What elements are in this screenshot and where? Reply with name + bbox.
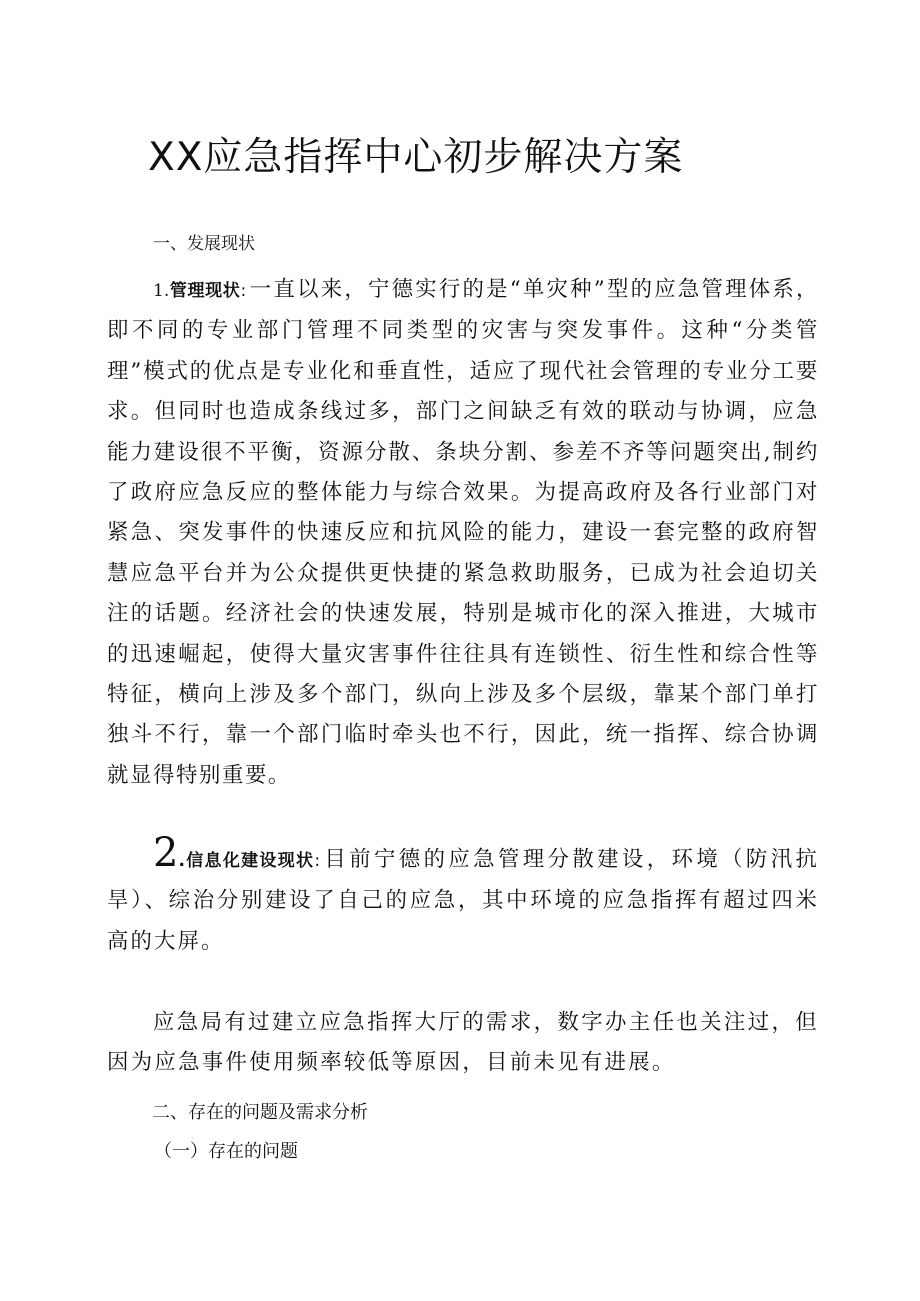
section-heading-development-status: 一、发展现状	[153, 234, 255, 254]
paragraph-lead: .信息化建设现状	[178, 851, 315, 871]
paragraph-body: 目前宁德的应急管理分散建设，环境（防汛抗旱）、综治分别建设了自己的应急，其中环境的应急指挥有超过四米高的大屏。	[107, 847, 819, 954]
paragraph-body: 一直以来，宁德实行的是“单灾种”型的应急管理体系，即不同的专业部门管理不同类型的灾害与突发事件。这种“分类管理”模式的优点是专业化和垂直性，适应了现代社会管理的专业分工要求。但同时也造成条线过多，部门之间缺乏有效的联动与协调，应急能力建设很不平衡，资源分散、条块分割、参差不齐等问题突出,制约了政府应急反应的整体能力与综合效果。为提高政府及各行业部门对紧急、突发事件的快速反应和抗风险的能力，建设一套完整的政府智慧应急平台并为公众提供更快捷的紧急救助服务，已成为社会迫切关注的话题。经济社会的快速发展，特别是城市化的深入推进，大城市的迅速崛起，使得大量灾害事件往往具有连锁性、衍生性和综合性等特征，横向上涉及多个部门，纵向上涉及多个层级，靠某个部门单打独斗不行，靠一个部门临时牵头也不行，因此，统一指挥、综合协调就显得特别重要。	[107, 277, 820, 788]
paragraph-emergency-bureau	[107, 1003, 819, 1084]
paragraph-number: 1.	[153, 281, 170, 301]
paragraph-informatization-status	[107, 830, 819, 962]
paragraph-body: 应急局有过建立应急指挥大厅的需求，数字办主任也关注过，但因为应急事件使用频率较低等原因，目前未见有进展。	[107, 1010, 819, 1076]
document-title: XX应急指挥中心初步解决方案	[148, 135, 684, 180]
paragraph-number: 2	[153, 830, 179, 876]
paragraph-management-status	[107, 270, 819, 796]
subsection-heading-existing-problems: （一）存在的问题	[154, 1141, 298, 1162]
paragraph-lead: 管理现状	[169, 281, 241, 301]
paragraph-colon: :	[240, 281, 247, 301]
paragraph-colon: :	[314, 851, 321, 871]
section-heading-problems-analysis: 二、存在的问题及需求分析	[152, 1102, 368, 1123]
